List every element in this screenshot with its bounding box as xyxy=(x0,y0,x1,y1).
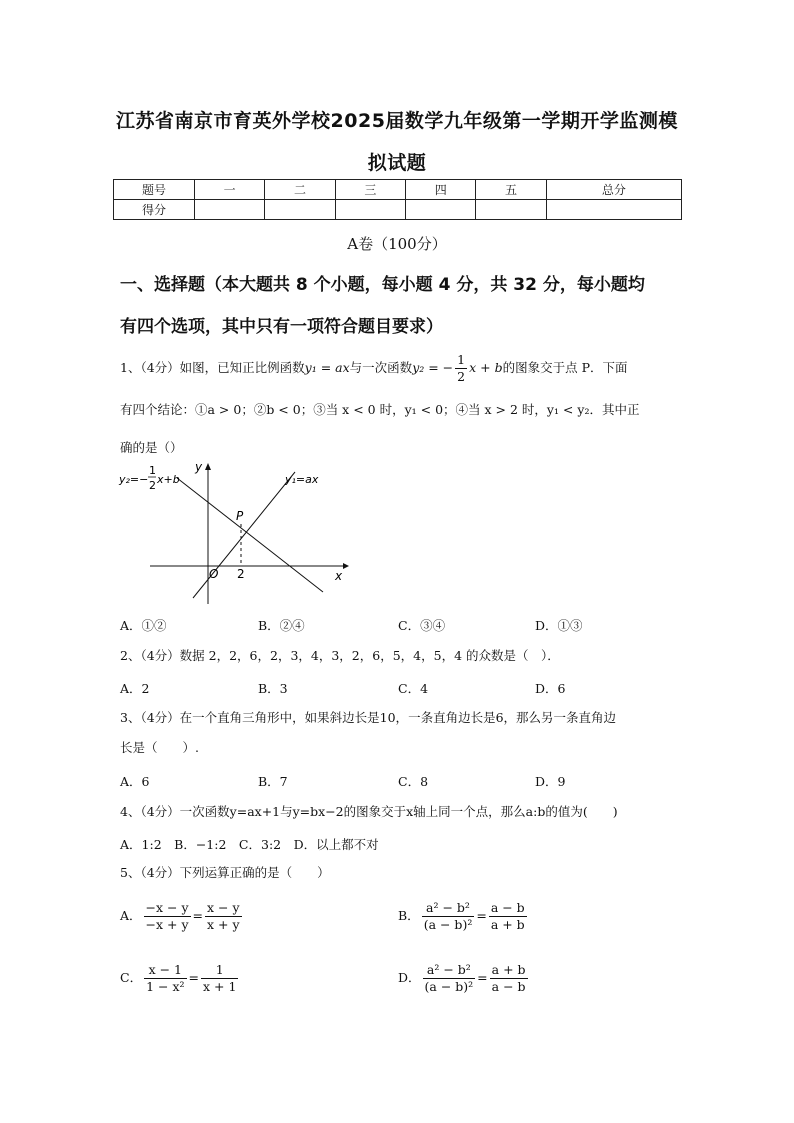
label-y2-tail: x+b xyxy=(157,473,180,486)
q1-mid: 与一次函数 xyxy=(349,360,413,375)
q1-y1-expr: y₁ = ax xyxy=(304,360,350,375)
score-input-cell xyxy=(195,200,265,220)
exam-title-line2: 拟试题 xyxy=(367,152,427,174)
q2-option-c[interactable]: C．4 xyxy=(398,681,429,696)
label-y2-num: 1 xyxy=(149,464,156,477)
q1-option-a[interactable]: A．①② xyxy=(120,618,167,633)
q3-line1: 3、（4分）在一个直角三角形中，如果斜边长是10，一条直角边长是6，那么另一条直角边 xyxy=(120,710,617,725)
q5-c-num2: 1 xyxy=(201,962,238,979)
q1-line1 xyxy=(120,352,685,385)
q5-a-eq: = xyxy=(192,908,204,923)
q5-d-eq: = xyxy=(477,970,488,985)
q5-option-a[interactable] xyxy=(120,900,244,933)
q1-suffix: 的图象交于点 P．下面 xyxy=(502,360,628,375)
q5-d-frac-left xyxy=(423,962,476,995)
origin-label: O xyxy=(209,567,219,581)
score-table-score-row xyxy=(114,200,682,220)
q3-option-b[interactable]: B．7 xyxy=(258,774,288,789)
q5-b-den1: (a − b)² xyxy=(423,917,473,932)
score-cell: 五 xyxy=(476,180,546,200)
q2-option-a[interactable]: A．2 xyxy=(120,681,150,696)
q5-b-num1: a² − b² xyxy=(422,900,475,917)
score-input-cell xyxy=(546,200,681,220)
q5-c-frac-right xyxy=(201,962,238,995)
q5-b-eq: = xyxy=(476,908,487,923)
q5-a-num1: −x − y xyxy=(145,900,189,915)
x-axis-arrow xyxy=(343,563,349,569)
q1-graph xyxy=(115,458,355,606)
q5-option-d[interactable] xyxy=(398,962,530,995)
q5-d-num2: a + b xyxy=(491,962,526,977)
q1-fraction xyxy=(455,352,467,385)
q1-line2: 有四个结论：①a > 0；②b < 0；③当 x < 0 时，y₁ < 0；④当 x > 2 时，y₁ < y₂．其中正 xyxy=(120,402,640,417)
q5-c-label: C． xyxy=(120,970,143,985)
line-y2 xyxy=(177,478,323,592)
q4-text: 4、（4分）一次函数y=ax+1与y=bx−2的图象交于x轴上同一个点，那么a:b的值为( ) xyxy=(120,804,618,819)
label-y2: y₂=− xyxy=(119,473,149,486)
q5-a-num2: x − y xyxy=(207,900,240,915)
q1-option-b[interactable]: B．②④ xyxy=(258,618,305,633)
score-input-cell xyxy=(335,200,405,220)
q1-y2-lhs: y₂ = − xyxy=(412,360,454,375)
q5-b-label: B． xyxy=(398,908,420,923)
q5-c-den2: x + 1 xyxy=(203,979,237,994)
point-p-label: P xyxy=(236,509,244,523)
q2-option-b[interactable]: B．3 xyxy=(258,681,288,696)
section-a-heading: A卷（100分） xyxy=(347,235,447,253)
q3-line2: 长是（ ）. xyxy=(120,740,199,755)
q5-c-frac-left xyxy=(144,962,186,995)
q4-options[interactable]: A．1:2 B．−1:2 C．3:2 D．以上都不对 xyxy=(120,837,379,852)
q5-a-den1: −x + y xyxy=(145,917,189,932)
score-input-cell xyxy=(265,200,335,220)
q3-option-c[interactable]: C．8 xyxy=(398,774,429,789)
q5-d-num1: a² − b² xyxy=(423,962,476,979)
q2-option-d[interactable]: D．6 xyxy=(535,681,566,696)
q5-option-b[interactable] xyxy=(398,900,529,933)
score-cell: 三 xyxy=(335,180,405,200)
label-y2-den: 2 xyxy=(149,479,156,492)
q3-option-a[interactable]: A．6 xyxy=(120,774,150,789)
score-cell: 一 xyxy=(195,180,265,200)
score-table xyxy=(113,179,682,220)
q1-fraction-den: 2 xyxy=(457,369,466,384)
score-cell: 得分 xyxy=(114,200,195,220)
part1-heading-line2: 有四个选项，其中只有一项符合题目要求） xyxy=(120,317,443,337)
q5-text: 5、（4分）下列运算正确的是（ ） xyxy=(120,865,330,880)
part1-heading-line1: 一、选择题（本大题共 8 个小题，每小题 4 分，共 32 分，每小题均 xyxy=(120,275,645,295)
q1-line3: 确的是（） xyxy=(120,440,183,455)
y-axis-arrow xyxy=(205,463,211,470)
label-y1: y₁=ax xyxy=(285,473,319,486)
axis-y-label: y xyxy=(195,460,203,474)
score-input-cell xyxy=(476,200,546,220)
score-cell: 总分 xyxy=(546,180,681,200)
q5-a-den2: x + y xyxy=(207,917,240,932)
q5-b-frac-left xyxy=(422,900,475,933)
score-table-header-row xyxy=(114,180,682,200)
score-input-cell xyxy=(406,200,476,220)
q5-d-frac-right xyxy=(490,962,528,995)
q2-text: 2、（4分）数据 2，2，6，2，3，4，3，2，6，5，4，5，4 的众数是（ ）． xyxy=(120,648,560,663)
q1-option-c[interactable]: C．③④ xyxy=(398,618,446,633)
q1-y2-rhs: x + b xyxy=(469,360,503,375)
q5-b-den2: a + b xyxy=(490,917,525,932)
q1-option-d[interactable]: D．①③ xyxy=(535,618,583,633)
q5-a-frac-left xyxy=(144,900,191,933)
axis-x-label: x xyxy=(335,569,343,583)
q5-c-num1: x − 1 xyxy=(144,962,186,979)
q5-b-frac-right xyxy=(489,900,527,933)
q5-a-frac-right xyxy=(205,900,242,933)
q1-prefix: 1、（4分）如图，已知正比例函数 xyxy=(120,360,305,375)
q5-option-c[interactable] xyxy=(120,962,240,995)
q5-d-label: D． xyxy=(398,970,421,985)
q3-option-d[interactable]: D．9 xyxy=(535,774,566,789)
q5-b-num2: a − b xyxy=(490,900,525,915)
q5-d-den1: (a − b)² xyxy=(424,979,474,994)
score-cell: 题号 xyxy=(114,180,195,200)
q5-d-den2: a − b xyxy=(491,979,526,994)
q1-fraction-num: 1 xyxy=(457,352,466,367)
tick-2-label: 2 xyxy=(237,567,245,581)
q5-c-den1: 1 − x² xyxy=(146,979,185,994)
score-cell: 二 xyxy=(265,180,335,200)
q5-a-label: A． xyxy=(120,908,142,923)
score-cell: 四 xyxy=(406,180,476,200)
exam-title-line1: 江苏省南京市育英外学校2025届数学九年级第一学期开学监测模 xyxy=(116,110,678,132)
q5-c-eq: = xyxy=(188,970,199,985)
